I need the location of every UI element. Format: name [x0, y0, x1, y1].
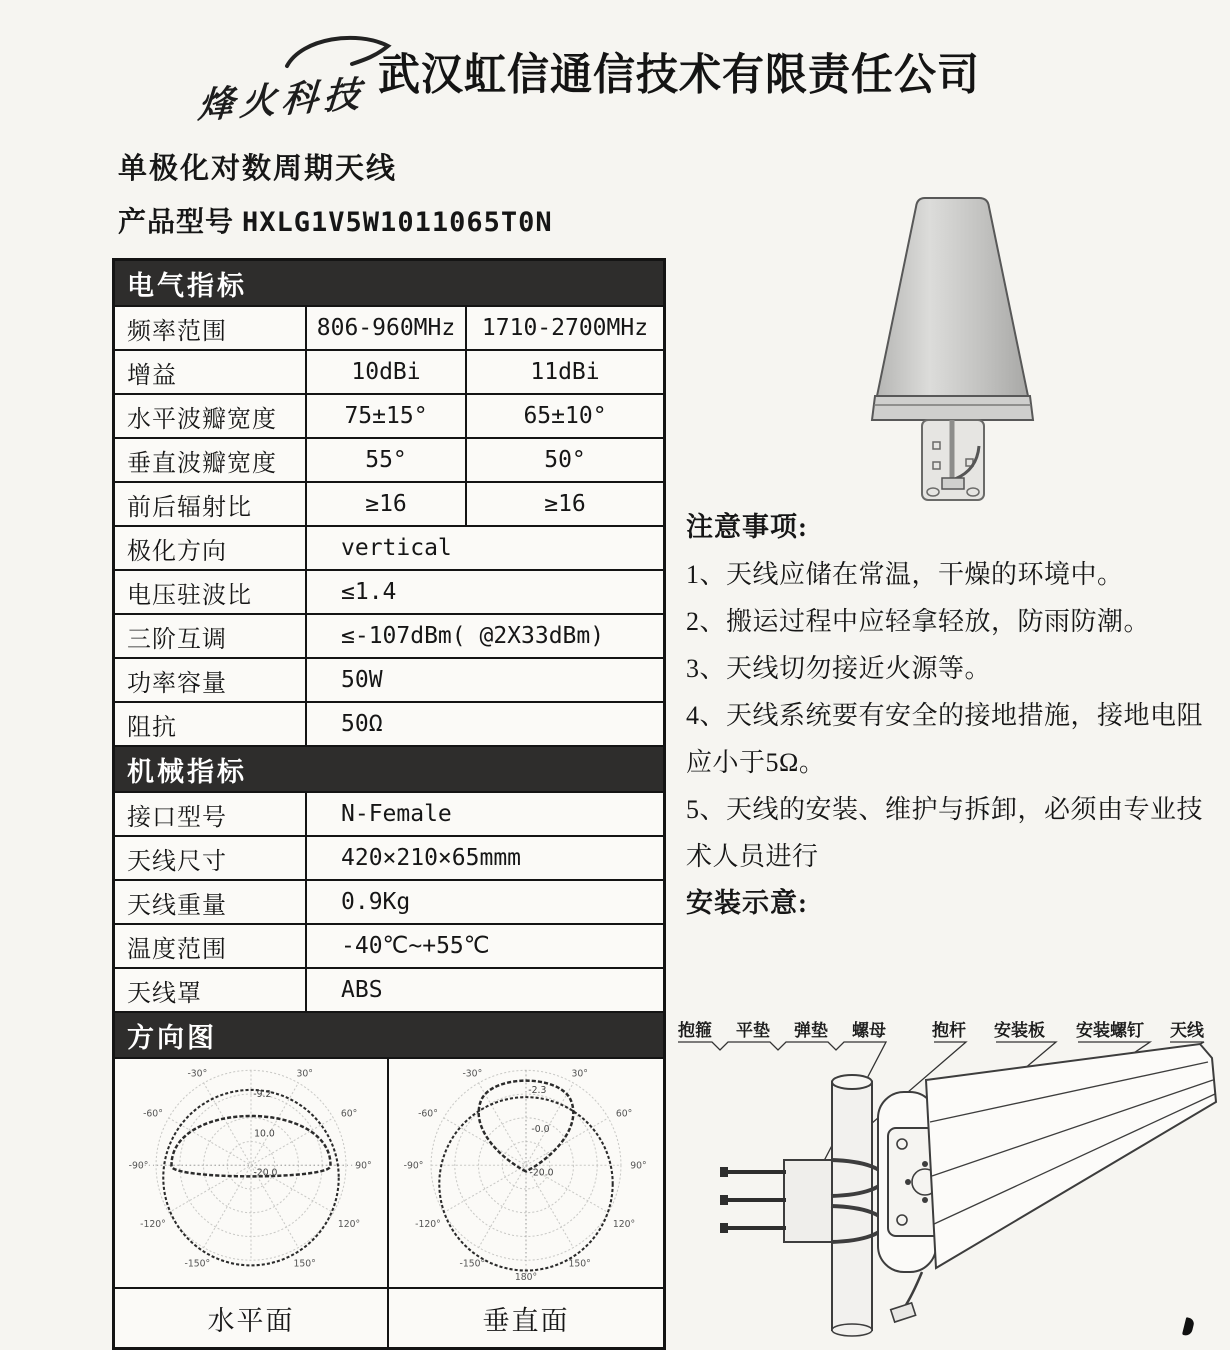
label-pole: 抱杆 — [932, 1021, 966, 1041]
table-row — [115, 659, 663, 703]
svg-text:-20.0: -20.0 — [253, 1167, 278, 1179]
row-value-2: ≥16 — [544, 491, 586, 517]
installation-diagram — [664, 1010, 1226, 1349]
note-item-4: 4、天线系统要有安全的接地措施，接地电阻应小于5Ω。 — [686, 701, 1204, 777]
note-item-5: 5、天线的安装、维护与拆卸，必须由专业技术人员进行 — [686, 795, 1204, 871]
product-model-line — [118, 200, 553, 240]
svg-text:-0.0: -0.0 — [531, 1124, 550, 1136]
model-value: HXLG1V5W1011065T0N — [242, 207, 553, 238]
row-label: 增益 — [115, 351, 307, 393]
row-value: 50Ω — [341, 711, 383, 737]
row-label: 水平波瓣宽度 — [115, 395, 307, 437]
label-flat-washer: 平垫 — [736, 1021, 770, 1041]
polar-plot-vertical — [389, 1059, 663, 1287]
svg-text:180°: 180° — [514, 1271, 538, 1283]
svg-text:-120°: -120° — [415, 1219, 441, 1231]
row-label: 三阶互调 — [115, 615, 307, 657]
svg-text:-150°: -150° — [459, 1258, 486, 1270]
radiation-pattern-plots — [115, 1059, 663, 1289]
note-item-3: 3、天线切勿接近火源等。 — [686, 654, 992, 683]
row-value: ≤1.4 — [341, 579, 397, 605]
row-value: ≤-107dBm( @2X33dBm) — [341, 623, 605, 649]
pattern-section-header: 方向图 — [115, 1013, 663, 1059]
logo-text: 烽火科技 — [196, 74, 368, 127]
label-mounting-plate: 安装板 — [994, 1021, 1045, 1041]
product-title: 单极化对数周期天线 — [118, 153, 398, 185]
caption-vertical-plane: 垂直面 — [482, 1305, 570, 1336]
table-row — [115, 571, 663, 615]
row-value: 50W — [341, 667, 383, 693]
model-label: 产品型号 — [118, 207, 235, 238]
label-mounting-screw: 安装螺钉 — [1076, 1021, 1144, 1041]
svg-text:150°: 150° — [293, 1258, 316, 1270]
svg-text:90°: 90° — [630, 1160, 647, 1172]
row-label: 垂直波瓣宽度 — [115, 439, 307, 481]
label-spring-washer: 弹垫 — [794, 1021, 828, 1041]
row-label: 温度范围 — [115, 925, 307, 967]
svg-text:60°: 60° — [340, 1108, 358, 1120]
table-row — [115, 483, 663, 527]
row-label: 前后辐射比 — [115, 483, 307, 525]
table-row — [115, 615, 663, 659]
table-row — [115, 881, 663, 925]
svg-text:-90°: -90° — [128, 1160, 149, 1172]
svg-text:30°: 30° — [296, 1068, 313, 1080]
svg-text:-30°: -30° — [462, 1068, 483, 1080]
row-label: 阻抗 — [115, 703, 307, 745]
svg-text:150°: 150° — [568, 1258, 591, 1270]
spec-table — [112, 258, 666, 1350]
row-value-1: 10dBi — [307, 351, 467, 393]
notes-title: 注意事项: — [686, 512, 808, 542]
svg-text:60°: 60° — [615, 1108, 633, 1120]
note-item-1: 1、天线应储在常温，干燥的环境中。 — [686, 560, 1124, 589]
row-label: 电压驻波比 — [115, 571, 307, 613]
row-value: -40℃~+55℃ — [341, 933, 490, 959]
label-clamp: 抱箍 — [678, 1021, 712, 1041]
svg-text:-2.3: -2.3 — [528, 1085, 547, 1097]
svg-text:-9.2: -9.2 — [253, 1089, 272, 1101]
mechanical-section-header: 机械指标 — [115, 747, 663, 793]
row-value-1: 55° — [307, 439, 467, 481]
install-title: 安装示意: — [686, 888, 808, 918]
svg-text:-60°: -60° — [418, 1108, 438, 1120]
row-value-2: 11dBi — [530, 359, 600, 385]
table-row — [115, 307, 663, 351]
svg-text:10.0: 10.0 — [254, 1128, 275, 1140]
label-nut: 螺母 — [852, 1021, 886, 1041]
row-value-2: 50° — [544, 447, 586, 473]
table-row — [115, 395, 663, 439]
row-value: ABS — [341, 977, 383, 1003]
svg-text:90°: 90° — [355, 1160, 372, 1172]
note-item-2: 2、搬运过程中应轻拿轻放，防雨防潮。 — [686, 607, 1151, 636]
svg-text:-60°: -60° — [143, 1108, 163, 1120]
electrical-section-header: 电气指标 — [115, 261, 663, 307]
row-value-1: 806-960MHz — [307, 307, 467, 349]
row-value: vertical — [341, 535, 452, 561]
table-row — [115, 837, 663, 881]
table-row — [115, 527, 663, 571]
table-row — [115, 439, 663, 483]
svg-text:120°: 120° — [337, 1219, 361, 1231]
row-label: 功率容量 — [115, 659, 307, 701]
svg-text:-90°: -90° — [403, 1160, 424, 1172]
table-row — [115, 351, 663, 395]
row-label: 接口型号 — [115, 793, 307, 835]
company-name: 武汉虹信通信技术有限责任公司 — [378, 50, 981, 100]
row-value: 0.9Kg — [341, 889, 411, 915]
row-label: 频率范围 — [115, 307, 307, 349]
notes-section — [686, 504, 1206, 927]
row-label: 天线尺寸 — [115, 837, 307, 879]
caption-horizontal-plane: 水平面 — [115, 1289, 389, 1347]
svg-text:-120°: -120° — [140, 1219, 166, 1231]
svg-text:-150°: -150° — [184, 1258, 211, 1270]
row-value-2: 65±10° — [523, 403, 607, 429]
antenna-product-image — [845, 184, 1060, 511]
svg-text:120°: 120° — [612, 1219, 636, 1231]
table-row — [115, 925, 663, 969]
label-antenna: 天线 — [1170, 1021, 1204, 1041]
table-row — [115, 793, 663, 837]
company-logo — [192, 20, 397, 132]
pattern-captions — [115, 1289, 663, 1347]
row-label: 天线罩 — [115, 969, 307, 1011]
row-label: 极化方向 — [115, 527, 307, 569]
row-label: 天线重量 — [115, 881, 307, 923]
svg-text:-20.0: -20.0 — [529, 1167, 554, 1179]
table-row — [115, 969, 663, 1013]
row-value-1: 75±15° — [307, 395, 467, 437]
row-value: N-Female — [341, 801, 452, 827]
svg-text:-30°: -30° — [187, 1068, 208, 1080]
polar-plot-horizontal — [115, 1059, 389, 1287]
row-value-2: 1710-2700MHz — [481, 315, 649, 341]
row-value-1: ≥16 — [307, 483, 467, 525]
row-value: 420×210×65mmm — [341, 845, 522, 871]
table-row — [115, 703, 663, 747]
svg-text:30°: 30° — [571, 1068, 588, 1080]
